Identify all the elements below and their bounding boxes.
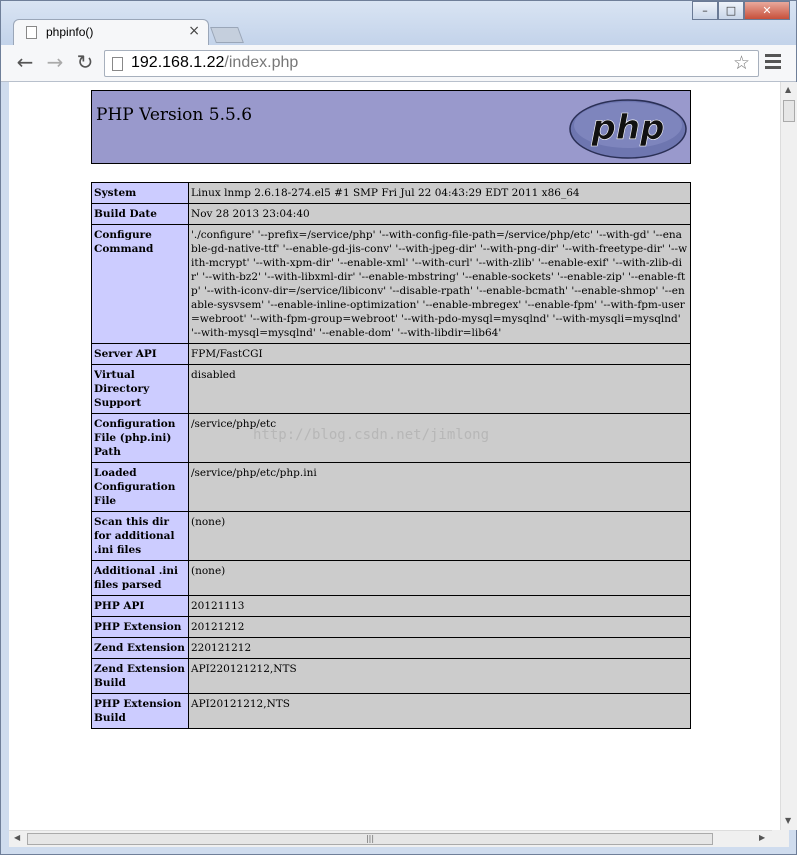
title-bar [1,1,796,45]
info-value: Nov 28 2013 23:04:40 [189,204,691,225]
info-key: Build Date [92,204,189,225]
menu-hamburger-icon[interactable] [765,54,781,72]
browser-toolbar [1,45,796,82]
info-value: 20121113 [189,596,691,617]
info-key: Zend Extension [92,638,189,659]
maximize-button[interactable]: □ [718,1,744,20]
info-key: Configure Command [92,225,189,344]
info-row [92,596,691,617]
watermark: http://blog.csdn.net/jimlong [253,427,490,443]
info-value: disabled [189,365,691,414]
bookmark-star-icon[interactable]: ☆ [732,52,750,74]
info-table [91,182,691,729]
tab-close-icon[interactable]: × [188,23,200,39]
vertical-scrollbar[interactable] [780,82,797,830]
info-row [92,344,691,365]
info-key: Loaded Configuration File [92,463,189,512]
php-header [91,90,691,164]
page-title: PHP Version 5.5.6 [96,105,253,125]
info-row [92,463,691,512]
back-arrow-icon[interactable]: ← [16,50,34,74]
scroll-up-icon[interactable]: ▲ [785,85,792,94]
info-value: Linux lnmp 2.6.18-274.el5 #1 SMP Fri Jul 22 04:43:29 EDT 2011 x86_64 [189,183,691,204]
php-logo-text: php [591,108,665,148]
info-row [92,638,691,659]
scroll-left-icon[interactable]: ◀ [14,833,21,842]
info-row [92,183,691,204]
info-key: PHP Extension [92,617,189,638]
reload-icon[interactable]: ↻ [76,50,94,74]
scrollbar-corner [772,830,789,847]
horizontal-scroll-thumb[interactable]: ||| [27,833,713,845]
page-viewport [9,82,792,830]
new-tab-button[interactable] [210,27,244,43]
info-key: System [92,183,189,204]
tab-phpinfo[interactable] [13,19,209,45]
info-row [92,365,691,414]
url-path: /index.php [224,54,299,71]
info-key: PHP API [92,596,189,617]
info-value: 220121212 [189,638,691,659]
info-key: Server API [92,344,189,365]
info-value: FPM/FastCGI [189,344,691,365]
info-key: Zend Extension Build [92,659,189,694]
info-row [92,617,691,638]
info-value: /service/php/etc/php.ini [189,463,691,512]
tab-title: phpinfo() [46,25,94,39]
horizontal-scrollbar[interactable] [9,830,772,847]
info-key: Additional .ini files parsed [92,561,189,596]
php-logo[interactable] [568,98,688,160]
info-value: API20121212,NTS [189,694,691,729]
forward-arrow-icon[interactable]: → [46,50,64,74]
info-row [92,512,691,561]
info-key: PHP Extension Build [92,694,189,729]
info-key: Virtual Directory Support [92,365,189,414]
page-favicon-icon [26,26,37,39]
scroll-right-icon[interactable]: ▶ [759,833,766,842]
address-bar[interactable] [104,50,759,77]
close-window-button[interactable]: ✕ [744,1,790,20]
info-value: /service/php/etc [189,414,691,463]
info-key: Configuration File (php.ini) Path [92,414,189,463]
info-row [92,204,691,225]
info-value: './configure' '--prefix=/service/php' '--with-config-file-path=/service/php/etc' '--with-gd' '--enable-gd-native-ttf' '--enable-gd-jis-conv' '--with-jpeg-dir' '--with-png-dir' '--with-freetype-dir' '--with-mcrypt' '--with-xpm-dir' '--enable-xml' '--with-curl' '--with-zlib' '--enable-exif' '--with-zlib-dir' '--with-bz2' '--with-libxml-dir' '--enable-mbstring' '--enable-sockets' '--enable-zip' '--enable-ftp' '--with-iconv-dir=/service/libiconv' '--disable-rpath' '--enable-bcmath' '--enable-shmop' '--enable-sysvsem' '--enable-inline-optimization' '--enable-mbregex' '--enable-fpm' '--with-fpm-user=webroot' '--with-fpm-group=webroot' '--with-pdo-mysql=mysqlnd' '--with-mysqli=mysqlnd' '--with-mysql=mysqlnd' '--enable-dom' '--with-libdir=lib64' [189,225,691,344]
info-value: API220121212,NTS [189,659,691,694]
window-controls [692,1,790,21]
scroll-down-icon[interactable]: ▼ [785,816,792,825]
info-value: (none) [189,512,691,561]
page-icon [112,57,123,71]
info-value: (none) [189,561,691,596]
info-row [92,225,691,344]
info-value: 20121212 [189,617,691,638]
vertical-scroll-thumb[interactable] [783,100,795,122]
url-host: 192.168.1.22 [131,54,225,71]
info-row [92,659,691,694]
info-row [92,561,691,596]
info-row [92,694,691,729]
info-key: Scan this dir for additional .ini files [92,512,189,561]
url-text [131,54,298,72]
minimize-button[interactable]: – [692,1,718,20]
